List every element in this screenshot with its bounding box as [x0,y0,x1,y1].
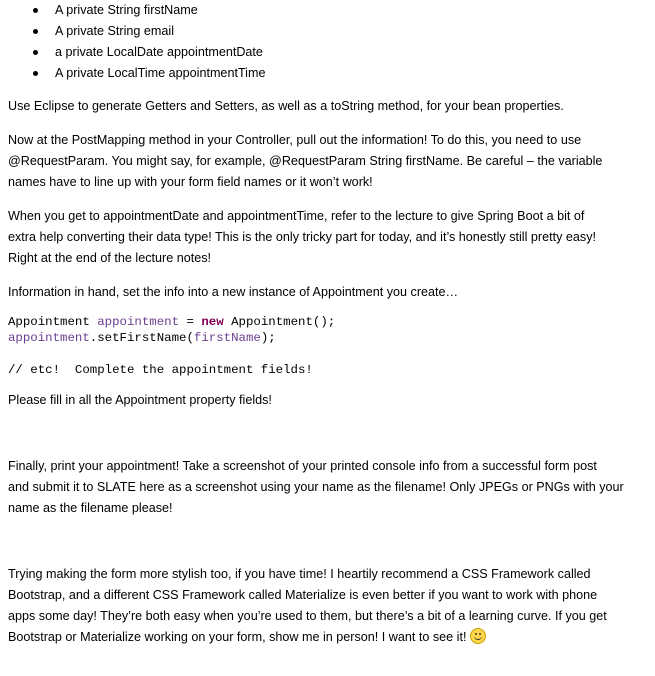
bullet-icon [33,71,38,76]
smiley-icon [470,628,486,644]
document-page [8,0,648,648]
list-item: A private String email [8,21,648,42]
getters-paragraph: Use Eclipse to generate Getters and Setters, as well as a toString method, for your bean properties. [8,99,564,113]
info-in-hand-paragraph: Information in hand, set the info into a new instance of Appointment you create… [8,285,459,299]
code-comment: // etc! Complete the appointment fields! [8,363,313,377]
datetime-paragraph: When you get to appointmentDate and appointmentTime, refer to the lecture to give Spring Boot a bit of extra help converting their data type! This is the only tricky part for today, and it’s honestly still pretty easy! Right at the end of the lecture notes! [8,209,596,265]
list-item: A private String firstName [8,0,648,21]
finally-paragraph: Finally, print your appointment! Take a screenshot of your printed console info from a successful form post and submit it to SLATE here as a screenshot using your name as the filename! Only JPEGs or PNGs with your name as the filename please! [8,459,624,515]
bean-property-list [8,0,648,84]
bullet-icon [33,29,38,34]
bullet-icon [33,50,38,55]
postmapping-paragraph: Now at the PostMapping method in your Controller, pull out the information! To do this, you need to use @RequestParam. You might say, for example, @RequestParam String firstName. Be careful – the variable names have to line up with your form field names or it won’t work! [8,133,603,189]
code-line: Appointment appointment = new Appointment(); [8,315,336,329]
list-item: a private LocalDate appointmentDate [8,42,648,63]
code-line: appointment.setFirstName(firstName); [8,331,276,345]
bullet-icon [33,8,38,13]
list-item: A private LocalTime appointmentTime [8,63,648,84]
fill-in-paragraph: Please fill in all the Appointment property fields! [8,393,272,407]
stylish-paragraph: Trying making the form more stylish too, if you have time! I heartily recommend a CSS Framework called Bootstrap, and a different CSS Framework called Materialize is even better if you want to work with phone apps some day! They’re both easy when you’re used to them, but there’s a bit of a learning curve. If you get Bootstrap or Materialize working on your form, show me in person! I want to see it! [8,567,607,644]
code-snippet [8,314,648,378]
